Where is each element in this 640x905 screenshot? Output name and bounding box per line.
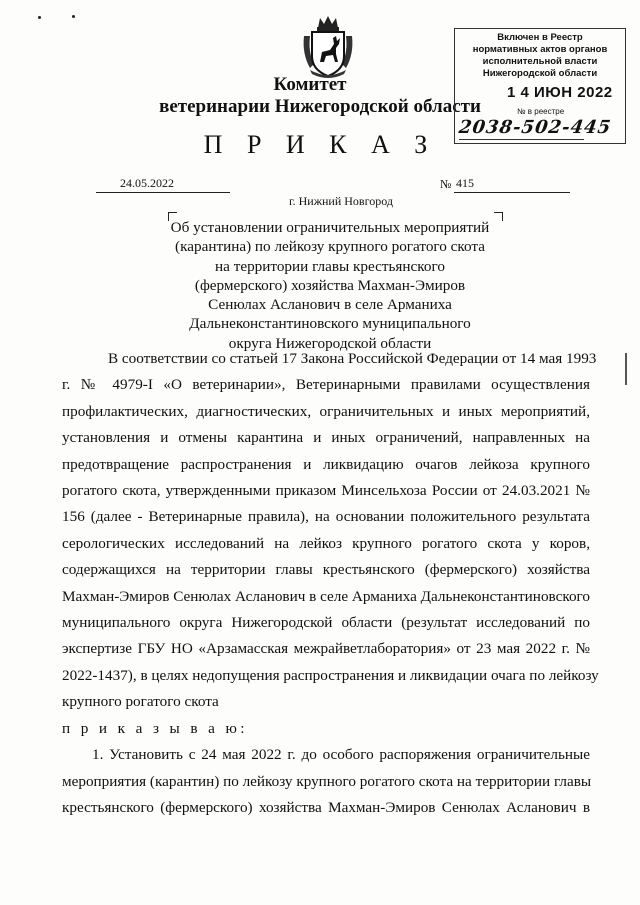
body-line: содержащихся на территории главы крестьянского (фермерского) хозяйства	[62, 561, 590, 579]
body-line: г. № 4979-I «О ветеринарии», Ветеринарными правилами осуществления	[62, 376, 590, 394]
body-line: крестьянского (фермерского) хозяйства Махман-Эмиров Сенюлах Асланович в	[62, 798, 590, 816]
item-1-paragraph	[62, 742, 590, 821]
document-city: г. Нижний Новгород	[289, 194, 393, 208]
prikazyvayu-heading: п р и к а з ы в а ю:	[62, 719, 248, 737]
body-line: рогатого скота, утвержденными приказом Минсельхоза России от 24.03.2021 №	[62, 482, 590, 500]
stamp-text-line: исполнительной власти	[482, 56, 598, 67]
title-line: Об установлении ограничительных мероприятий	[170, 219, 490, 236]
body-line: установления и отмены карантина и иных ограничений, направленных на	[62, 429, 590, 447]
body-line: Махман-Эмиров Сенюлах Асланович в селе Арманиха Дальнеконстантиновского	[62, 587, 591, 605]
document-subject-title	[160, 218, 500, 353]
body-line: 156 (далее - Ветеринарные правила), на основании положительного результата	[62, 508, 590, 526]
body-line: профилактических, диагностических, ограничительных и иных мероприятий,	[62, 402, 590, 420]
org-name-line2: ветеринарии Нижегородской области	[159, 96, 481, 117]
body-line: серологических исследований на лейкоз крупного рогатого скота у коров,	[62, 534, 590, 552]
body-line: мероприятия (карантин) по лейкозу крупного рогатого скота на территории главы	[62, 772, 592, 790]
body-line: муниципального округа Нижегородской области (результат исследований по	[62, 614, 590, 632]
body-line: 1. Установить с 24 мая 2022 г. до особого распоряжения ограничительные	[92, 746, 590, 764]
body-line: предотвращение распространения и ликвидацию очагов лейкоза крупного	[62, 455, 590, 473]
stamp-underline	[459, 139, 584, 140]
body-line: экспертизе ГБУ НО «Арзамасская межрайветлаборатория» от 23 мая 2022 г. №	[62, 640, 590, 658]
number-underline	[454, 192, 570, 193]
document-type-title: П Р И К А З	[203, 130, 437, 159]
coat-of-arms-emblem	[300, 14, 356, 80]
registry-stamp	[454, 28, 626, 144]
title-line: Сенюлах Асланович в селе Арманиха	[208, 296, 452, 314]
title-line: (карантина) по лейкозу крупного рогатого скота	[175, 238, 485, 256]
stamp-text-line: Нижегородской области	[482, 68, 598, 79]
stamp-text-line: нормативных актов органов	[472, 44, 608, 55]
document-body	[62, 346, 599, 821]
stamp-date: 1 4 ИЮН 2022	[507, 84, 613, 101]
title-line: Дальнеконстантиновского муниципального	[189, 315, 471, 333]
stamp-registry-label: № в реестре	[517, 107, 565, 116]
stamp-registry-number: 2038-502-445	[457, 117, 613, 138]
body-line: 2022-1437), в целях недопущения распространения и ликвидации очага по лейкозу	[62, 666, 599, 684]
preamble-paragraph	[62, 346, 599, 716]
scan-speck	[38, 16, 41, 19]
org-name-line1: Комитет	[273, 74, 347, 95]
document-number-label: №	[440, 177, 452, 191]
scan-speck	[72, 15, 75, 18]
body-line: крупного рогатого скота	[62, 693, 219, 711]
title-line: округа Нижегородской области	[228, 334, 432, 352]
body-line: В соответствии со статьей 17 Закона Российской Федерации от 14 мая 1993	[108, 350, 597, 367]
stamp-text-line: Включен в Реестр	[497, 32, 583, 43]
document-number: 415	[456, 176, 474, 190]
scan-edge-mark	[625, 353, 627, 385]
title-line: на территории главы крестьянского	[215, 257, 445, 275]
document-date: 24.05.2022	[120, 176, 174, 190]
date-underline	[96, 192, 230, 193]
title-line: (фермерского) хозяйства Махман-Эмиров	[194, 276, 466, 294]
